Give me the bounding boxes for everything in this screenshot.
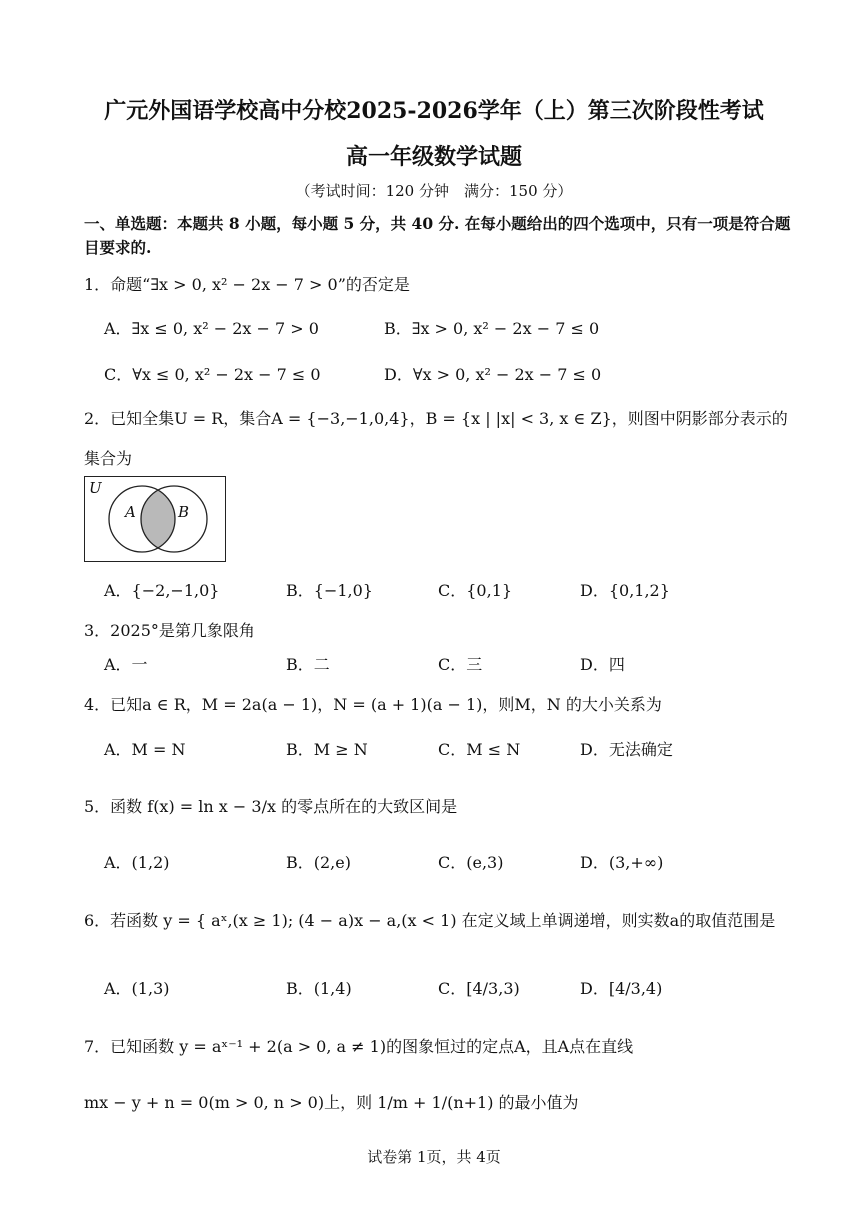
exam-subtitle: 高一年级数学试题 <box>345 144 522 170</box>
question-4-option-b: B．M ≥ N <box>286 740 368 759</box>
question-6-option-c: C．[4/3,3) <box>438 979 520 998</box>
question-4-option-a: A．M = N <box>104 740 186 759</box>
question-7-stem-cont: mx − y + n = 0(m > 0, n > 0)上，则 1/m + 1/(n+1) 的最小值为 <box>84 1093 579 1112</box>
question-5-option-c: C．(e,3) <box>438 853 504 872</box>
question-2-stem: 2．已知全集U = R，集合A = {−3,−1,0,4}，B = {x | |x| < 3, x ∈ Z}，则图中阴影部分表示的 <box>84 409 788 428</box>
section-heading: 一、单选题：本题共 8 小题，每小题 5 分，共 40 分. 在每小题给出的四个选项中，只有一项是符合题目要求的. <box>84 214 791 257</box>
question-2-stem-cont: 集合为 <box>84 449 133 468</box>
question-5-stem: 5．函数 f(x) = ln x − 3/x 的零点所在的大致区间是 <box>84 797 458 816</box>
question-7-stem: 7．已知函数 y = aˣ⁻¹ + 2(a > 0, a ≠ 1)的图象恒过的定点A，且A点在直线 <box>84 1037 634 1056</box>
question-5-option-a: A．(1,2) <box>104 853 170 872</box>
question-6-option-a: A．(1,3) <box>104 979 170 998</box>
question-3-option-a: A．一 <box>104 655 148 674</box>
question-2-option-d: D．{0,1,2} <box>580 581 670 600</box>
question-6-stem: 6．若函数 y = { aˣ,(x ≥ 1); (4 − a)x − a,(x < 1) 在定义域上单调递增，则实数a的取值范围是 <box>84 911 776 930</box>
question-3-option-d: D．四 <box>580 655 625 674</box>
question-2-option-a: A．{−2,−1,0} <box>104 581 220 600</box>
question-6-option-d: D．[4/3,4) <box>580 979 663 998</box>
venn-svg <box>85 477 227 563</box>
question-3-option-b: B．二 <box>286 655 330 674</box>
exam-title: 广元外国语学校高中分校2025-2026学年（上）第三次阶段性考试 <box>104 98 764 124</box>
question-4-option-c: C．M ≤ N <box>438 740 521 759</box>
question-4-stem: 4．已知a ∈ R，M = 2a(a − 1)，N = (a + 1)(a − 1)，则M，N 的大小关系为 <box>84 695 662 714</box>
venn-label-u: U <box>89 479 102 497</box>
venn-label-b: B <box>178 503 190 521</box>
question-6-option-b: B．(1,4) <box>286 979 352 998</box>
question-2-option-c: C．{0,1} <box>438 581 513 600</box>
question-1-option-b: B．∃x > 0, x² − 2x − 7 ≤ 0 <box>384 319 600 338</box>
question-1-option-d: D．∀x > 0, x² − 2x − 7 ≤ 0 <box>384 365 602 384</box>
question-1-stem: 1．命题“∃x > 0, x² − 2x − 7 > 0”的否定是 <box>84 275 410 294</box>
question-1-option-c: C．∀x ≤ 0, x² − 2x − 7 ≤ 0 <box>104 365 321 384</box>
venn-label-a: A <box>125 503 136 521</box>
question-5-option-d: D．(3,+∞) <box>580 853 664 872</box>
question-5-option-b: B．(2,e) <box>286 853 351 872</box>
question-3-stem: 3．2025°是第几象限角 <box>84 621 255 640</box>
exam-meta: （考试时间：120 分钟 满分：150 分） <box>295 182 573 200</box>
question-1-option-a: A．∃x ≤ 0, x² − 2x − 7 > 0 <box>104 319 319 338</box>
question-3-option-c: C．三 <box>438 655 483 674</box>
venn-diagram <box>84 476 226 562</box>
page-footer: 试卷第 1页，共 4页 <box>367 1148 501 1166</box>
question-4-option-d: D．无法确定 <box>580 740 673 759</box>
question-2-option-b: B．{−1,0} <box>286 581 373 600</box>
